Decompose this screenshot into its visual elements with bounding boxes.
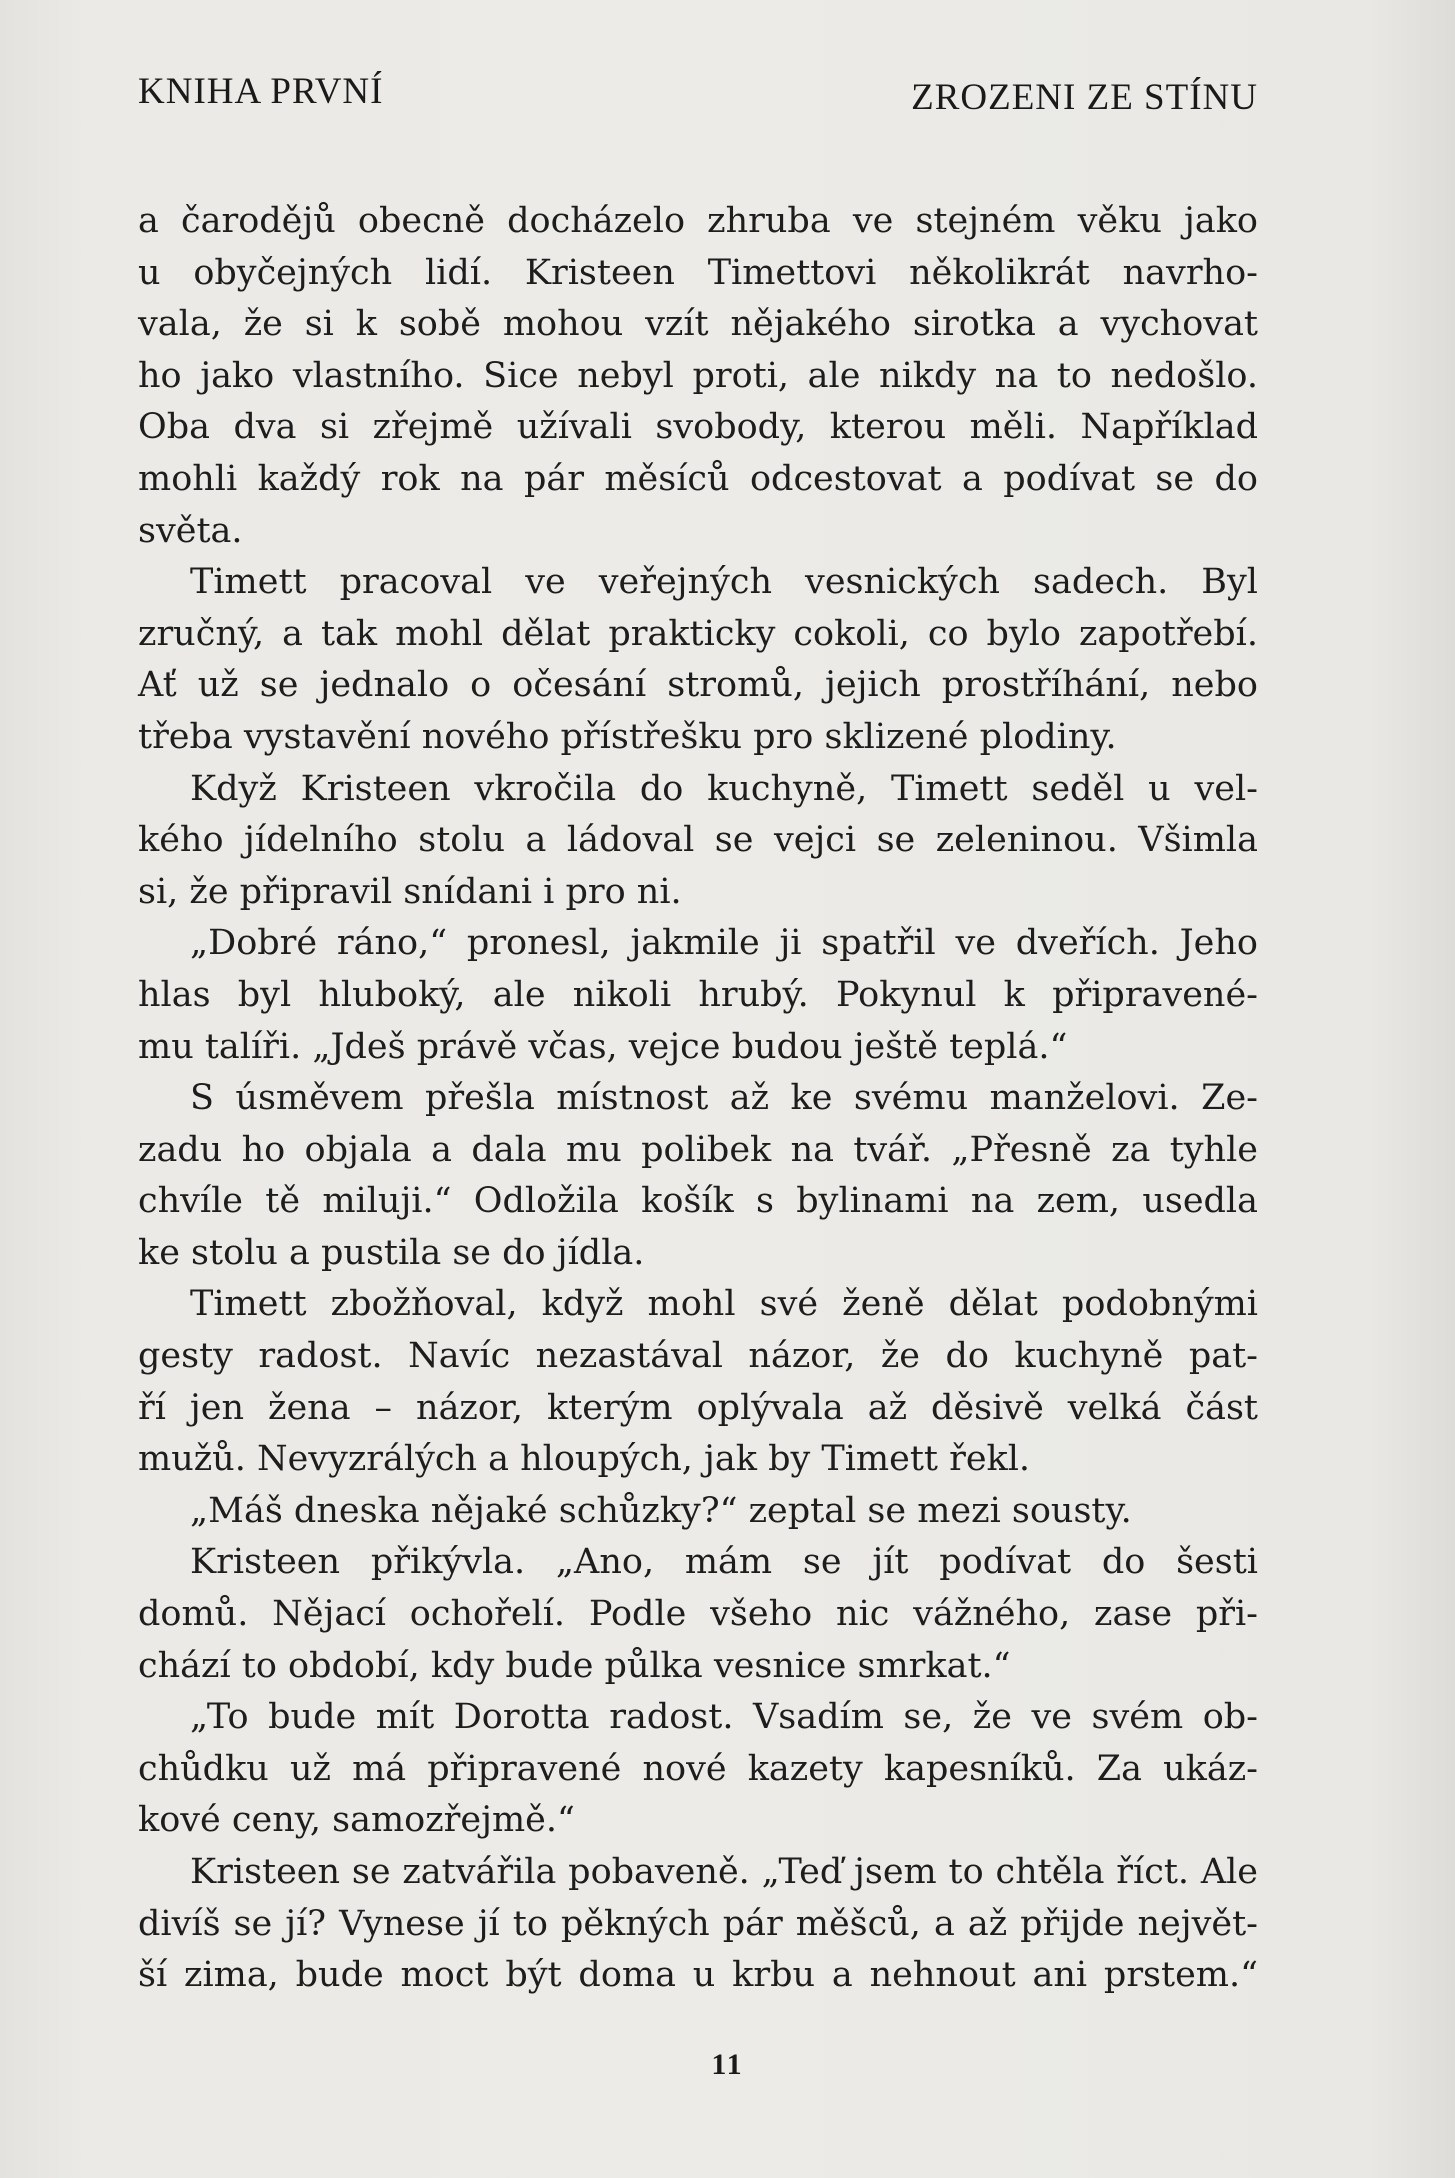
- text-line: divíš se jí? Vynese jí to pěkných pár měšců, a až přijde největ-: [138, 1903, 1258, 1944]
- text-line: kové ceny, samozřejmě.“: [138, 1800, 575, 1841]
- running-head: [138, 70, 1258, 120]
- text-line: ší zima, bude moct být doma u krbu a nehnout ani prstem.“: [138, 1955, 1258, 1996]
- text-line: Timett pracoval ve veřejných vesnických sadech. Byl: [190, 562, 1258, 603]
- text-line: Kristeen se zatvářila pobaveně. „Teď jsem to chtěla říct. Ale: [190, 1852, 1258, 1892]
- text-line: ří jen žena – názor, kterým oplývala až děsivě velká část: [138, 1387, 1258, 1428]
- text-line: Ať už se jednalo o očesání stromů, jejich prostříhání, nebo: [138, 665, 1258, 706]
- text-line: chází to období, kdy bude půlka vesnice smrkat.“: [138, 1645, 1011, 1686]
- text-line: zadu ho objala a dala mu polibek na tvář. „Přesně za tyhle: [138, 1129, 1258, 1170]
- text-line: „Máš dneska nějaké schůzky?“ zeptal se mezi sousty.: [190, 1490, 1132, 1531]
- text-line: Oba dva si zřejmě užívali svobody, kterou měli. Například: [138, 407, 1258, 448]
- text-line: mu talíři. „Jdeš právě včas, vejce budou ještě teplá.“: [138, 1026, 1068, 1067]
- page-number: 11: [711, 2048, 744, 2081]
- text-line: Když Kristeen vkročila do kuchyně, Timett seděl u vel-: [190, 768, 1258, 809]
- text-line: chůdku už má připravené nové kazety kapesníků. Za ukáz-: [138, 1748, 1258, 1789]
- text-line: Timett zbožňoval, když mohl své ženě dělat podobnými: [190, 1284, 1258, 1325]
- text-line: mohli každý rok na pár měsíců odcestovat a podívat se do: [138, 458, 1258, 499]
- text-line: si, že připravil snídani i pro ni.: [138, 871, 682, 912]
- body-text: [138, 196, 1258, 2002]
- text-line: třeba vystavění nového přístřešku pro sklizené plodiny.: [138, 716, 1117, 757]
- text-line: a čarodějů obecně docházelo zhruba ve stejném věku jako: [138, 201, 1258, 241]
- book-title: ZROZENI ZE STÍNU: [911, 77, 1258, 118]
- text-line: chvíle tě miluji.“ Odložila košík s bylinami na zem, usedla: [138, 1181, 1258, 1222]
- text-line: domů. Nějací ochořelí. Podle všeho nic vážného, zase při-: [138, 1594, 1258, 1635]
- book-part-title: KNIHA PRVNÍ: [138, 71, 384, 112]
- text-line: „Dobré ráno,“ pronesl, jakmile ji spatřil ve dveřích. Jeho: [190, 923, 1258, 964]
- text-line: ho jako vlastního. Sice nebyl proti, ale nikdy na to nedošlo.: [138, 355, 1258, 396]
- text-line: u obyčejných lidí. Kristeen Timettovi několikrát navrho-: [138, 252, 1258, 293]
- text-line: Kristeen přikývla. „Ano, mám se jít podívat do šesti: [190, 1542, 1258, 1583]
- text-line: mužů. Nevyzrálých a hloupých, jak by Timett řekl.: [138, 1439, 1031, 1480]
- text-line: ke stolu a pustila se do jídla.: [138, 1232, 645, 1273]
- text-line: hlas byl hluboký, ale nikoli hrubý. Pokynul k připravené-: [138, 974, 1258, 1015]
- text-line: vala, že si k sobě mohou vzít nějakého sirotka a vychovat: [138, 304, 1258, 345]
- text-line: „To bude mít Dorotta radost. Vsadím se, že ve svém ob-: [190, 1697, 1258, 1738]
- text-line: zručný, a tak mohl dělat prakticky cokoli, co bylo zapotřebí.: [138, 613, 1258, 654]
- text-line: S úsměvem přešla místnost až ke svému manželovi. Ze-: [190, 1078, 1258, 1119]
- text-line: kého jídelního stolu a ládoval se vejci se zeleninou. Všimla: [138, 820, 1258, 861]
- text-line: světa.: [138, 510, 243, 551]
- text-line: gesty radost. Navíc nezastával názor, že do kuchyně pat-: [138, 1336, 1258, 1377]
